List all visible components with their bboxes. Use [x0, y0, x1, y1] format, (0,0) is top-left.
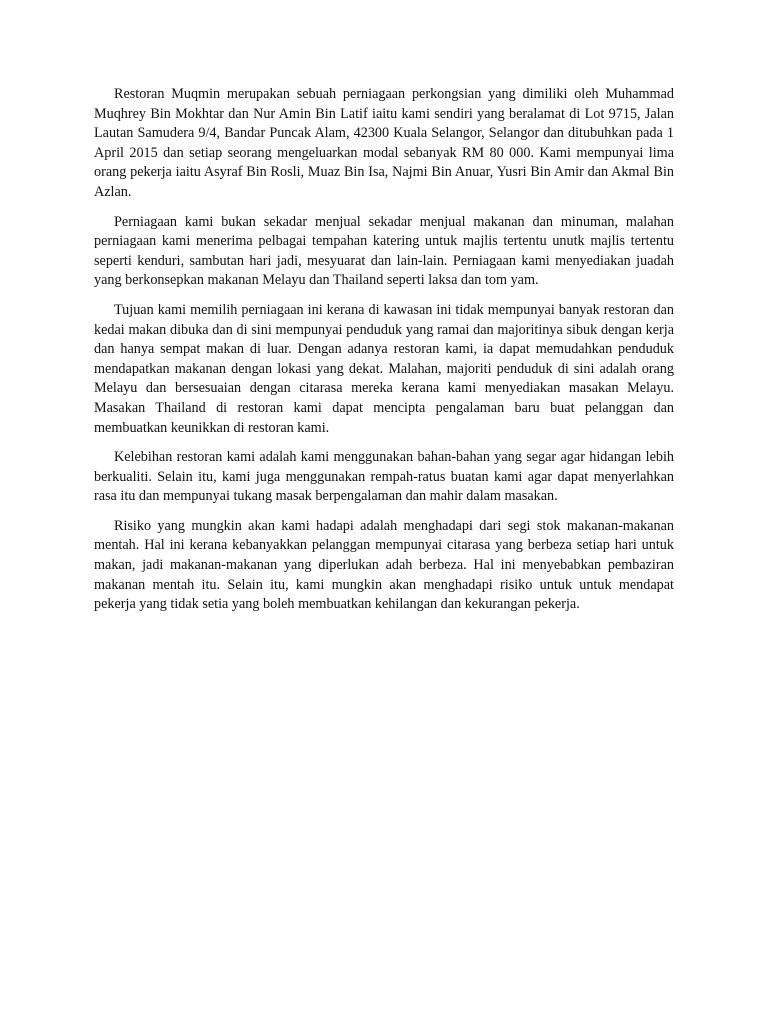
paragraph-company-background: Restoran Muqmin merupakan sebuah perniagaan perkongsian yang dimiliki oleh Muhammad Muqhrey Bin Mokhtar dan Nur Amin Bin Latif iaitu kami sendiri yang beralamat di Lot 9715, Jalan Lautan Samudera 9/4, Bandar Puncak Alam, 42300 Kuala Selangor, Selangor dan ditubuhkan pada 1 April 2015 dan setiap seorang mengeluarkan modal sebanyak RM 80 000. Kami mempunyai lima orang pekerja iaitu Asyraf Bin Rosli, Muaz Bin Isa, Najmi Bin Anuar, Yusri Bin Amir dan Akmal Bin Azlan. [94, 86, 674, 200]
paragraph-business-purpose: Tujuan kami memilih perniagaan ini kerana di kawasan ini tidak mempunyai banyak restoran dan kedai makan dibuka dan di sini mempunyai penduduk yang ramai dan majoritinya sibuk dengan kerja dan hanya sempat makan di luar. Dengan adanya restoran kami, ia dapat memudahkan penduduk mendapatkan makanan dengan lokasi yang dekat. Malahan, majoriti penduduk di sini adalah orang Melayu dan bersesuaian dengan citarasa mereka kerana kami menyediakan masakan Melayu. Masakan Thailand di restoran kami dapat mencipta pengalaman baru buat pelanggan dan membuatkan keunikkan di restoran kami. [94, 301, 674, 436]
paragraph-business-offerings: Perniagaan kami bukan sekadar menjual sekadar menjual makanan dan minuman, malahan perniagaan kami menerima pelbagai tempahan katering untuk majlis tertentu unutk majlis tertentu seperti kenduri, sambutan hari jadi, mesyuarat dan lain-lain. Perniagaan kami menyediakan juadah yang berkonsepkan makanan Melayu dan Thailand seperti laksa dan tom yam. [94, 213, 674, 289]
document-body [94, 85, 674, 625]
paragraph-advantages: Kelebihan restoran kami adalah kami menggunakan bahan-bahan yang segar agar hidangan lebih berkualiti. Selain itu, kami juga menggunakan rempah-ratus buatan kami agar dapat menyerlahkan rasa itu dan mempunyai tukang masak berpengalaman dan mahir dalam masakan. [94, 449, 674, 505]
paragraph-risks: Risiko yang mungkin akan kami hadapi adalah menghadapi dari segi stok makanan-makanan mentah. Hal ini kerana kebanyakkan pelanggan mempunyai citarasa yang berbeza setiap hari untuk makan, jadi makanan-makanan yang diperlukan adah berbeza. Hal ini menyebabkan pembaziran makanan mentah itu. Selain itu, kami mungkin akan menghadapi risiko untuk untuk mendapat pekerja yang tidak setia yang boleh membuatkan kehilangan dan kekurangan pekerja. [94, 517, 674, 613]
